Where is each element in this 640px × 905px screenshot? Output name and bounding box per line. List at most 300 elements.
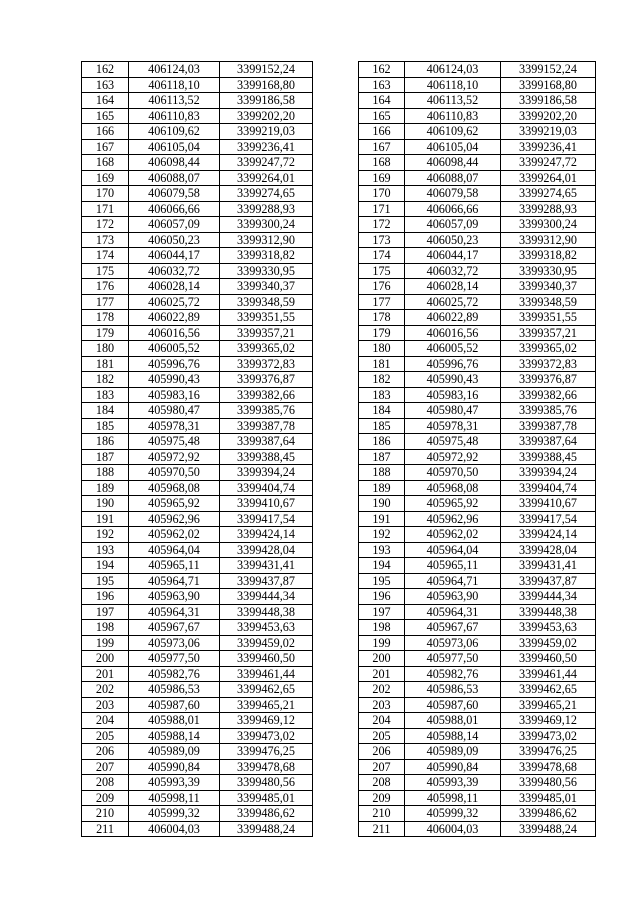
y-coordinate-cell: 3399312,90 — [220, 232, 313, 248]
y-coordinate-cell: 3399465,21 — [501, 697, 596, 713]
y-coordinate-cell: 3399486,62 — [501, 806, 596, 822]
point-number-cell: 192 — [82, 527, 129, 543]
table-row — [82, 248, 313, 264]
table-row — [82, 511, 313, 527]
y-coordinate-cell: 3399461,44 — [501, 666, 596, 682]
x-coordinate-cell: 406004,03 — [405, 821, 501, 837]
y-coordinate-cell: 3399274,65 — [501, 186, 596, 202]
y-coordinate-cell: 3399168,80 — [220, 77, 313, 93]
y-coordinate-cell: 3399453,63 — [220, 620, 313, 636]
point-number-cell: 198 — [359, 620, 405, 636]
table-row — [359, 108, 596, 124]
y-coordinate-cell: 3399318,82 — [220, 248, 313, 264]
x-coordinate-cell: 406113,52 — [129, 93, 220, 109]
table-row — [82, 77, 313, 93]
y-coordinate-cell: 3399462,65 — [220, 682, 313, 698]
x-coordinate-cell: 406066,66 — [129, 201, 220, 217]
x-coordinate-cell: 406025,72 — [405, 294, 501, 310]
table-row — [359, 744, 596, 760]
table-row — [82, 728, 313, 744]
coordinates-table-left — [81, 61, 313, 837]
point-number-cell: 184 — [359, 403, 405, 419]
x-coordinate-cell: 406057,09 — [405, 217, 501, 233]
point-number-cell: 179 — [359, 325, 405, 341]
y-coordinate-cell: 3399437,87 — [501, 573, 596, 589]
y-coordinate-cell: 3399247,72 — [501, 155, 596, 171]
table-row — [359, 589, 596, 605]
x-coordinate-cell: 406124,03 — [129, 62, 220, 78]
x-coordinate-cell: 406044,17 — [129, 248, 220, 264]
y-coordinate-cell: 3399428,04 — [501, 542, 596, 558]
table-row — [82, 682, 313, 698]
table-row — [82, 294, 313, 310]
x-coordinate-cell: 405977,50 — [129, 651, 220, 667]
table-row — [82, 232, 313, 248]
table-row — [359, 217, 596, 233]
table-row — [82, 449, 313, 465]
table-row — [82, 465, 313, 481]
y-coordinate-cell: 3399168,80 — [501, 77, 596, 93]
point-number-cell: 202 — [359, 682, 405, 698]
table-row — [82, 620, 313, 636]
table-row — [82, 604, 313, 620]
table-row — [359, 434, 596, 450]
table-row — [359, 372, 596, 388]
table-row — [82, 186, 313, 202]
point-number-cell: 211 — [359, 821, 405, 837]
y-coordinate-cell: 3399236,41 — [220, 139, 313, 155]
table-row — [359, 806, 596, 822]
point-number-cell: 193 — [82, 542, 129, 558]
point-number-cell: 190 — [82, 496, 129, 512]
y-coordinate-cell: 3399410,67 — [220, 496, 313, 512]
y-coordinate-cell: 3399469,12 — [501, 713, 596, 729]
table-row — [359, 775, 596, 791]
point-number-cell: 204 — [359, 713, 405, 729]
table-row — [359, 356, 596, 372]
y-coordinate-cell: 3399236,41 — [501, 139, 596, 155]
point-number-cell: 185 — [359, 418, 405, 434]
y-coordinate-cell: 3399486,62 — [220, 806, 313, 822]
table-row — [359, 155, 596, 171]
y-coordinate-cell: 3399318,82 — [501, 248, 596, 264]
x-coordinate-cell: 405975,48 — [129, 434, 220, 450]
point-number-cell: 186 — [82, 434, 129, 450]
y-coordinate-cell: 3399428,04 — [220, 542, 313, 558]
table-row — [82, 124, 313, 140]
x-coordinate-cell: 406079,58 — [129, 186, 220, 202]
point-number-cell: 198 — [82, 620, 129, 636]
x-coordinate-cell: 405980,47 — [129, 403, 220, 419]
x-coordinate-cell: 405963,90 — [129, 589, 220, 605]
x-coordinate-cell: 405967,67 — [129, 620, 220, 636]
x-coordinate-cell: 405968,08 — [405, 480, 501, 496]
table-row — [82, 310, 313, 326]
table-row — [82, 806, 313, 822]
table-row — [359, 279, 596, 295]
x-coordinate-cell: 406028,14 — [129, 279, 220, 295]
table-row — [82, 697, 313, 713]
point-number-cell: 177 — [359, 294, 405, 310]
point-number-cell: 171 — [359, 201, 405, 217]
point-number-cell: 181 — [359, 356, 405, 372]
point-number-cell: 176 — [82, 279, 129, 295]
y-coordinate-cell: 3399288,93 — [501, 201, 596, 217]
table-row — [359, 139, 596, 155]
x-coordinate-cell: 405987,60 — [129, 697, 220, 713]
table-row — [359, 124, 596, 140]
y-coordinate-cell: 3399385,76 — [220, 403, 313, 419]
point-number-cell: 188 — [359, 465, 405, 481]
x-coordinate-cell: 405982,76 — [405, 666, 501, 682]
table-row — [82, 372, 313, 388]
point-number-cell: 188 — [82, 465, 129, 481]
x-coordinate-cell: 405988,14 — [405, 728, 501, 744]
x-coordinate-cell: 405972,92 — [405, 449, 501, 465]
point-number-cell: 186 — [359, 434, 405, 450]
x-coordinate-cell: 405964,71 — [405, 573, 501, 589]
point-number-cell: 196 — [359, 589, 405, 605]
point-number-cell: 195 — [82, 573, 129, 589]
x-coordinate-cell: 406022,89 — [129, 310, 220, 326]
y-coordinate-cell: 3399478,68 — [220, 759, 313, 775]
x-coordinate-cell: 406028,14 — [405, 279, 501, 295]
table-row — [82, 139, 313, 155]
y-coordinate-cell: 3399478,68 — [501, 759, 596, 775]
table-row — [359, 527, 596, 543]
x-coordinate-cell: 405978,31 — [405, 418, 501, 434]
y-coordinate-cell: 3399431,41 — [501, 558, 596, 574]
y-coordinate-cell: 3399348,59 — [501, 294, 596, 310]
table-row — [82, 666, 313, 682]
x-coordinate-cell: 405965,92 — [129, 496, 220, 512]
x-coordinate-cell: 405965,11 — [129, 558, 220, 574]
x-coordinate-cell: 406109,62 — [405, 124, 501, 140]
x-coordinate-cell: 405964,04 — [405, 542, 501, 558]
table-row — [359, 496, 596, 512]
y-coordinate-cell: 3399480,56 — [501, 775, 596, 791]
y-coordinate-cell: 3399459,02 — [501, 635, 596, 651]
table-row — [359, 232, 596, 248]
y-coordinate-cell: 3399488,24 — [220, 821, 313, 837]
table-row — [82, 155, 313, 171]
table-row — [82, 651, 313, 667]
x-coordinate-cell: 406057,09 — [129, 217, 220, 233]
point-number-cell: 200 — [359, 651, 405, 667]
x-coordinate-cell: 405982,76 — [129, 666, 220, 682]
point-number-cell: 167 — [82, 139, 129, 155]
point-number-cell: 179 — [82, 325, 129, 341]
point-number-cell: 208 — [359, 775, 405, 791]
table-row — [82, 108, 313, 124]
point-number-cell: 207 — [359, 759, 405, 775]
point-number-cell: 174 — [82, 248, 129, 264]
table-row — [359, 604, 596, 620]
y-coordinate-cell: 3399202,20 — [501, 108, 596, 124]
y-coordinate-cell: 3399448,38 — [501, 604, 596, 620]
y-coordinate-cell: 3399488,24 — [501, 821, 596, 837]
y-coordinate-cell: 3399444,34 — [501, 589, 596, 605]
point-number-cell: 182 — [359, 372, 405, 388]
y-coordinate-cell: 3399387,78 — [220, 418, 313, 434]
y-coordinate-cell: 3399404,74 — [220, 480, 313, 496]
table-row — [82, 527, 313, 543]
x-coordinate-cell: 406098,44 — [405, 155, 501, 171]
x-coordinate-cell: 405962,96 — [129, 511, 220, 527]
y-coordinate-cell: 3399417,54 — [220, 511, 313, 527]
x-coordinate-cell: 405988,01 — [129, 713, 220, 729]
table-row — [82, 341, 313, 357]
table-row — [359, 449, 596, 465]
x-coordinate-cell: 405964,04 — [129, 542, 220, 558]
table-row — [82, 434, 313, 450]
y-coordinate-cell: 3399288,93 — [220, 201, 313, 217]
point-number-cell: 210 — [82, 806, 129, 822]
table-row — [82, 201, 313, 217]
y-coordinate-cell: 3399459,02 — [220, 635, 313, 651]
x-coordinate-cell: 405962,96 — [405, 511, 501, 527]
point-number-cell: 204 — [82, 713, 129, 729]
x-coordinate-cell: 406004,03 — [129, 821, 220, 837]
x-coordinate-cell: 406066,66 — [405, 201, 501, 217]
point-number-cell: 195 — [359, 573, 405, 589]
y-coordinate-cell: 3399431,41 — [220, 558, 313, 574]
y-coordinate-cell: 3399424,14 — [501, 527, 596, 543]
x-coordinate-cell: 406105,04 — [129, 139, 220, 155]
point-number-cell: 203 — [82, 697, 129, 713]
table-row — [359, 821, 596, 837]
point-number-cell: 189 — [359, 480, 405, 496]
table-row — [359, 635, 596, 651]
y-coordinate-cell: 3399461,44 — [220, 666, 313, 682]
x-coordinate-cell: 405970,50 — [129, 465, 220, 481]
table-row — [82, 775, 313, 791]
table-row — [82, 496, 313, 512]
table-row — [82, 744, 313, 760]
point-number-cell: 206 — [359, 744, 405, 760]
x-coordinate-cell: 405978,31 — [129, 418, 220, 434]
point-number-cell: 194 — [359, 558, 405, 574]
table-row — [359, 790, 596, 806]
point-number-cell: 201 — [82, 666, 129, 682]
point-number-cell: 169 — [359, 170, 405, 186]
point-number-cell: 200 — [82, 651, 129, 667]
x-coordinate-cell: 405999,32 — [129, 806, 220, 822]
x-coordinate-cell: 405988,14 — [129, 728, 220, 744]
point-number-cell: 211 — [82, 821, 129, 837]
table-row — [359, 248, 596, 264]
point-number-cell: 194 — [82, 558, 129, 574]
table-row — [82, 821, 313, 837]
x-coordinate-cell: 405964,31 — [405, 604, 501, 620]
x-coordinate-cell: 406005,52 — [405, 341, 501, 357]
y-coordinate-cell: 3399404,74 — [501, 480, 596, 496]
point-number-cell: 162 — [82, 62, 129, 78]
point-number-cell: 166 — [82, 124, 129, 140]
y-coordinate-cell: 3399387,64 — [220, 434, 313, 450]
x-coordinate-cell: 406016,56 — [405, 325, 501, 341]
point-number-cell: 165 — [82, 108, 129, 124]
point-number-cell: 175 — [359, 263, 405, 279]
point-number-cell: 174 — [359, 248, 405, 264]
x-coordinate-cell: 405962,02 — [129, 527, 220, 543]
table-row — [82, 558, 313, 574]
point-number-cell: 187 — [359, 449, 405, 465]
x-coordinate-cell: 405983,16 — [405, 387, 501, 403]
y-coordinate-cell: 3399387,78 — [501, 418, 596, 434]
point-number-cell: 176 — [359, 279, 405, 295]
y-coordinate-cell: 3399365,02 — [501, 341, 596, 357]
y-coordinate-cell: 3399473,02 — [501, 728, 596, 744]
y-coordinate-cell: 3399437,87 — [220, 573, 313, 589]
table-row — [359, 697, 596, 713]
y-coordinate-cell: 3399453,63 — [501, 620, 596, 636]
point-number-cell: 206 — [82, 744, 129, 760]
point-number-cell: 193 — [359, 542, 405, 558]
table-row — [82, 170, 313, 186]
point-number-cell: 187 — [82, 449, 129, 465]
table-row — [359, 170, 596, 186]
x-coordinate-cell: 405965,11 — [405, 558, 501, 574]
x-coordinate-cell: 406044,17 — [405, 248, 501, 264]
x-coordinate-cell: 405989,09 — [129, 744, 220, 760]
point-number-cell: 162 — [359, 62, 405, 78]
y-coordinate-cell: 3399202,20 — [220, 108, 313, 124]
point-number-cell: 167 — [359, 139, 405, 155]
table-row — [359, 77, 596, 93]
x-coordinate-cell: 405998,11 — [405, 790, 501, 806]
table-row — [359, 666, 596, 682]
y-coordinate-cell: 3399376,87 — [220, 372, 313, 388]
point-number-cell: 191 — [82, 511, 129, 527]
table-row — [359, 542, 596, 558]
table-row — [359, 620, 596, 636]
y-coordinate-cell: 3399460,50 — [220, 651, 313, 667]
y-coordinate-cell: 3399388,45 — [501, 449, 596, 465]
x-coordinate-cell: 406088,07 — [405, 170, 501, 186]
y-coordinate-cell: 3399340,37 — [501, 279, 596, 295]
y-coordinate-cell: 3399465,21 — [220, 697, 313, 713]
table-row — [359, 387, 596, 403]
x-coordinate-cell: 406005,52 — [129, 341, 220, 357]
y-coordinate-cell: 3399247,72 — [220, 155, 313, 171]
point-number-cell: 201 — [359, 666, 405, 682]
point-number-cell: 184 — [82, 403, 129, 419]
point-number-cell: 180 — [82, 341, 129, 357]
table-row — [359, 310, 596, 326]
y-coordinate-cell: 3399469,12 — [220, 713, 313, 729]
y-coordinate-cell: 3399340,37 — [220, 279, 313, 295]
table-row — [82, 217, 313, 233]
y-coordinate-cell: 3399351,55 — [501, 310, 596, 326]
point-number-cell: 170 — [82, 186, 129, 202]
coordinates-table-right — [358, 61, 596, 837]
table-row — [359, 93, 596, 109]
x-coordinate-cell: 406032,72 — [405, 263, 501, 279]
y-coordinate-cell: 3399365,02 — [220, 341, 313, 357]
point-number-cell: 199 — [82, 635, 129, 651]
point-number-cell: 209 — [359, 790, 405, 806]
x-coordinate-cell: 405993,39 — [129, 775, 220, 791]
point-number-cell: 210 — [359, 806, 405, 822]
point-number-cell: 163 — [359, 77, 405, 93]
table-row — [359, 465, 596, 481]
point-number-cell: 171 — [82, 201, 129, 217]
x-coordinate-cell: 405964,71 — [129, 573, 220, 589]
point-number-cell: 177 — [82, 294, 129, 310]
point-number-cell: 168 — [82, 155, 129, 171]
table-row — [359, 651, 596, 667]
point-number-cell: 207 — [82, 759, 129, 775]
point-number-cell: 197 — [82, 604, 129, 620]
point-number-cell: 190 — [359, 496, 405, 512]
x-coordinate-cell: 405999,32 — [405, 806, 501, 822]
point-number-cell: 168 — [359, 155, 405, 171]
table-row — [359, 62, 596, 78]
x-coordinate-cell: 405973,06 — [405, 635, 501, 651]
x-coordinate-cell: 406113,52 — [405, 93, 501, 109]
x-coordinate-cell: 405980,47 — [405, 403, 501, 419]
x-coordinate-cell: 405990,43 — [129, 372, 220, 388]
point-number-cell: 169 — [82, 170, 129, 186]
x-coordinate-cell: 406025,72 — [129, 294, 220, 310]
table-row — [82, 93, 313, 109]
point-number-cell: 197 — [359, 604, 405, 620]
y-coordinate-cell: 3399444,34 — [220, 589, 313, 605]
y-coordinate-cell: 3399424,14 — [220, 527, 313, 543]
point-number-cell: 205 — [359, 728, 405, 744]
x-coordinate-cell: 405993,39 — [405, 775, 501, 791]
table-row — [359, 558, 596, 574]
x-coordinate-cell: 406050,23 — [129, 232, 220, 248]
point-number-cell: 164 — [359, 93, 405, 109]
y-coordinate-cell: 3399476,25 — [220, 744, 313, 760]
x-coordinate-cell: 406079,58 — [405, 186, 501, 202]
x-coordinate-cell: 405990,84 — [129, 759, 220, 775]
point-number-cell: 196 — [82, 589, 129, 605]
table-row — [359, 403, 596, 419]
point-number-cell: 170 — [359, 186, 405, 202]
point-number-cell: 163 — [82, 77, 129, 93]
x-coordinate-cell: 405962,02 — [405, 527, 501, 543]
table-row — [82, 759, 313, 775]
x-coordinate-cell: 405996,76 — [129, 356, 220, 372]
point-number-cell: 165 — [359, 108, 405, 124]
x-coordinate-cell: 406105,04 — [405, 139, 501, 155]
y-coordinate-cell: 3399186,58 — [501, 93, 596, 109]
table-row — [359, 480, 596, 496]
y-coordinate-cell: 3399357,21 — [501, 325, 596, 341]
table-row — [359, 418, 596, 434]
table-row — [359, 728, 596, 744]
y-coordinate-cell: 3399485,01 — [220, 790, 313, 806]
y-coordinate-cell: 3399219,03 — [501, 124, 596, 140]
x-coordinate-cell: 405963,90 — [405, 589, 501, 605]
point-number-cell: 205 — [82, 728, 129, 744]
y-coordinate-cell: 3399300,24 — [501, 217, 596, 233]
y-coordinate-cell: 3399476,25 — [501, 744, 596, 760]
point-number-cell: 180 — [359, 341, 405, 357]
y-coordinate-cell: 3399300,24 — [220, 217, 313, 233]
x-coordinate-cell: 406110,83 — [129, 108, 220, 124]
y-coordinate-cell: 3399394,24 — [501, 465, 596, 481]
x-coordinate-cell: 405973,06 — [129, 635, 220, 651]
x-coordinate-cell: 405964,31 — [129, 604, 220, 620]
y-coordinate-cell: 3399357,21 — [220, 325, 313, 341]
y-coordinate-cell: 3399219,03 — [220, 124, 313, 140]
table-row — [82, 713, 313, 729]
y-coordinate-cell: 3399417,54 — [501, 511, 596, 527]
